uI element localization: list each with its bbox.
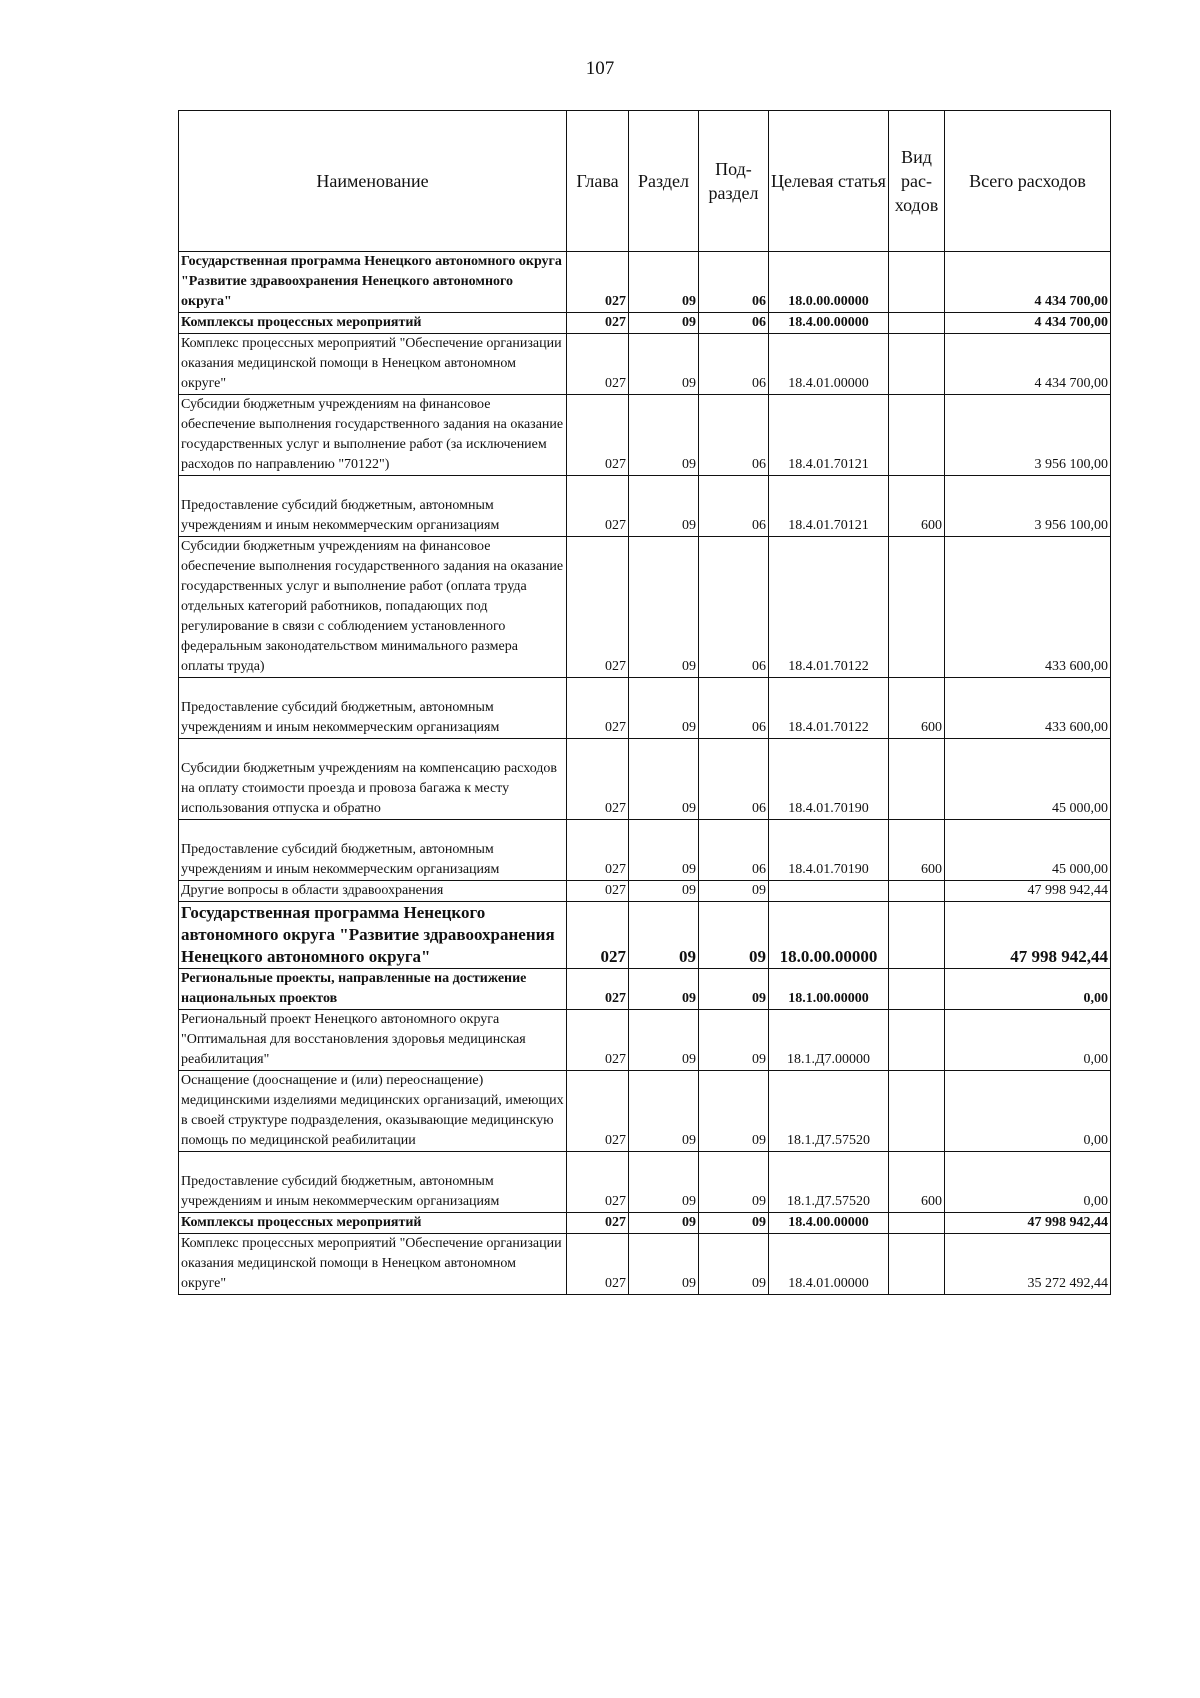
cell-razdel: 09	[629, 1071, 699, 1152]
cell-total: 4 434 700,00	[945, 334, 1111, 395]
cell-total: 35 272 492,44	[945, 1234, 1111, 1295]
cell-total: 45 000,00	[945, 739, 1111, 820]
cell-name: Региональный проект Ненецкого автономного округа "Оптимальная для восстановления здоровья медицинская реабилитация"	[179, 1010, 567, 1071]
table-header-row	[179, 111, 1111, 252]
cell-vid: 600	[889, 1152, 945, 1213]
cell-name: Предоставление субсидий бюджетным, автономным учреждениям и иным некоммерческим организациям	[179, 678, 567, 739]
cell-razdel: 09	[629, 1234, 699, 1295]
cell-vid	[889, 334, 945, 395]
cell-statya: 18.1.Д7.00000	[769, 1010, 889, 1071]
cell-total: 0,00	[945, 1010, 1111, 1071]
cell-name: Субсидии бюджетным учреждениям на финансовое обеспечение выполнения государственного задания на оказание государственных услуг и выполнение работ (за исключением расходов по направлению "70122")	[179, 395, 567, 476]
cell-glava: 027	[567, 881, 629, 902]
cell-podrazdel: 09	[699, 1010, 769, 1071]
table-row	[179, 820, 1111, 881]
cell-razdel: 09	[629, 1010, 699, 1071]
cell-podrazdel: 09	[699, 1071, 769, 1152]
cell-glava: 027	[567, 1010, 629, 1071]
cell-razdel: 09	[629, 969, 699, 1010]
cell-name: Предоставление субсидий бюджетным, автономным учреждениям и иным некоммерческим организациям	[179, 476, 567, 537]
cell-vid	[889, 902, 945, 969]
cell-glava: 027	[567, 678, 629, 739]
cell-statya: 18.4.01.00000	[769, 1234, 889, 1295]
header-name: Наименование	[179, 111, 567, 252]
cell-statya: 18.1.Д7.57520	[769, 1071, 889, 1152]
table-row	[179, 1071, 1111, 1152]
cell-podrazdel: 06	[699, 537, 769, 678]
cell-podrazdel: 09	[699, 1152, 769, 1213]
cell-name: Предоставление субсидий бюджетным, автономным учреждениям и иным некоммерческим организациям	[179, 1152, 567, 1213]
cell-total: 0,00	[945, 1071, 1111, 1152]
cell-statya: 18.4.01.70121	[769, 395, 889, 476]
table-row	[179, 334, 1111, 395]
table-row	[179, 881, 1111, 902]
cell-podrazdel: 06	[699, 252, 769, 313]
cell-razdel: 09	[629, 902, 699, 969]
cell-glava: 027	[567, 1071, 629, 1152]
header-total: Всего расходов	[945, 111, 1111, 252]
cell-name: Оснащение (дооснащение и (или) переоснащение) медицинскими изделиями медицинских организаций, имеющих в своей структуре подразделения, оказывающие медицинскую помощь по медицинской реабилитации	[179, 1071, 567, 1152]
cell-name: Комплекс процессных мероприятий "Обеспечение организации оказания медицинской помощи в Ненецком автономном округе"	[179, 334, 567, 395]
cell-podrazdel: 09	[699, 969, 769, 1010]
cell-glava: 027	[567, 820, 629, 881]
table-row	[179, 537, 1111, 678]
cell-total: 47 998 942,44	[945, 1213, 1111, 1234]
cell-vid: 600	[889, 476, 945, 537]
cell-total: 3 956 100,00	[945, 476, 1111, 537]
cell-total: 47 998 942,44	[945, 881, 1111, 902]
cell-razdel: 09	[629, 252, 699, 313]
cell-vid	[889, 1213, 945, 1234]
table-row	[179, 313, 1111, 334]
cell-vid	[889, 537, 945, 678]
cell-total: 433 600,00	[945, 537, 1111, 678]
cell-total: 4 434 700,00	[945, 313, 1111, 334]
cell-name: Региональные проекты, направленные на достижение национальных проектов	[179, 969, 567, 1010]
cell-razdel: 09	[629, 1213, 699, 1234]
header-podrazdel: Под-раздел	[699, 111, 769, 252]
cell-podrazdel: 09	[699, 881, 769, 902]
cell-razdel: 09	[629, 313, 699, 334]
cell-vid	[889, 1010, 945, 1071]
cell-statya: 18.4.01.70122	[769, 678, 889, 739]
cell-glava: 027	[567, 252, 629, 313]
cell-razdel: 09	[629, 820, 699, 881]
cell-podrazdel: 06	[699, 313, 769, 334]
cell-vid: 600	[889, 820, 945, 881]
cell-podrazdel: 06	[699, 678, 769, 739]
table-row	[179, 739, 1111, 820]
cell-total: 0,00	[945, 1152, 1111, 1213]
cell-glava: 027	[567, 395, 629, 476]
cell-vid	[889, 739, 945, 820]
cell-statya: 18.0.00.00000	[769, 902, 889, 969]
cell-name: Комплекс процессных мероприятий "Обеспечение организации оказания медицинской помощи в Ненецком автономном округе"	[179, 1234, 567, 1295]
cell-vid	[889, 969, 945, 1010]
table-row	[179, 1152, 1111, 1213]
table-row	[179, 1234, 1111, 1295]
cell-glava: 027	[567, 334, 629, 395]
cell-podrazdel: 06	[699, 739, 769, 820]
header-glava: Глава	[567, 111, 629, 252]
cell-razdel: 09	[629, 476, 699, 537]
cell-name: Комплексы процессных мероприятий	[179, 1213, 567, 1234]
cell-name: Комплексы процессных мероприятий	[179, 313, 567, 334]
cell-total: 47 998 942,44	[945, 902, 1111, 969]
cell-name: Субсидии бюджетным учреждениям на финансовое обеспечение выполнения государственного задания на оказание государственных услуг и выполнение работ (оплата труда отдельных категорий работников, попадающих под регулирование в связи с соблюдением установленного федеральным законодательством минимального размера оплаты труда)	[179, 537, 567, 678]
cell-statya: 18.4.00.00000	[769, 313, 889, 334]
cell-name: Предоставление субсидий бюджетным, автономным учреждениям и иным некоммерческим организациям	[179, 820, 567, 881]
table-row	[179, 1213, 1111, 1234]
cell-razdel: 09	[629, 678, 699, 739]
table-row	[179, 1010, 1111, 1071]
cell-statya: 18.4.01.00000	[769, 334, 889, 395]
cell-podrazdel: 06	[699, 395, 769, 476]
cell-vid	[889, 395, 945, 476]
cell-statya: 18.4.01.70190	[769, 739, 889, 820]
table-row	[179, 395, 1111, 476]
cell-glava: 027	[567, 969, 629, 1010]
cell-statya: 18.1.00.00000	[769, 969, 889, 1010]
cell-name: Субсидии бюджетным учреждениям на компенсацию расходов на оплату стоимости проезда и провоза багажа к месту использования отпуска и обратно	[179, 739, 567, 820]
cell-total: 4 434 700,00	[945, 252, 1111, 313]
cell-statya: 18.4.01.70122	[769, 537, 889, 678]
cell-vid	[889, 313, 945, 334]
cell-razdel: 09	[629, 739, 699, 820]
header-vid: Вид рас-ходов	[889, 111, 945, 252]
cell-glava: 027	[567, 476, 629, 537]
cell-podrazdel: 09	[699, 1213, 769, 1234]
cell-vid	[889, 881, 945, 902]
cell-statya: 18.4.00.00000	[769, 1213, 889, 1234]
cell-glava: 027	[567, 1234, 629, 1295]
table-row	[179, 902, 1111, 969]
cell-statya: 18.4.01.70121	[769, 476, 889, 537]
cell-name: Другие вопросы в области здравоохранения	[179, 881, 567, 902]
cell-total: 45 000,00	[945, 820, 1111, 881]
cell-vid	[889, 1234, 945, 1295]
table-row	[179, 476, 1111, 537]
cell-podrazdel: 09	[699, 902, 769, 969]
table-body	[179, 252, 1111, 1295]
cell-statya	[769, 881, 889, 902]
cell-razdel: 09	[629, 395, 699, 476]
cell-podrazdel: 09	[699, 1234, 769, 1295]
cell-glava: 027	[567, 1213, 629, 1234]
cell-glava: 027	[567, 537, 629, 678]
cell-podrazdel: 06	[699, 476, 769, 537]
cell-vid	[889, 252, 945, 313]
cell-total: 433 600,00	[945, 678, 1111, 739]
cell-glava: 027	[567, 313, 629, 334]
cell-vid: 600	[889, 678, 945, 739]
cell-podrazdel: 06	[699, 334, 769, 395]
cell-vid	[889, 1071, 945, 1152]
table-row	[179, 969, 1111, 1010]
cell-total: 3 956 100,00	[945, 395, 1111, 476]
cell-name: Государственная программа Ненецкого автономного округа "Развитие здравоохранения Ненецкого автономного округа"	[179, 902, 567, 969]
table-row	[179, 252, 1111, 313]
cell-razdel: 09	[629, 1152, 699, 1213]
cell-statya: 18.4.01.70190	[769, 820, 889, 881]
cell-glava: 027	[567, 902, 629, 969]
cell-glava: 027	[567, 1152, 629, 1213]
cell-statya: 18.0.00.00000	[769, 252, 889, 313]
header-razdel: Раздел	[629, 111, 699, 252]
header-statya: Целевая статья	[769, 111, 889, 252]
cell-glava: 027	[567, 739, 629, 820]
cell-razdel: 09	[629, 334, 699, 395]
table-row	[179, 678, 1111, 739]
cell-total: 0,00	[945, 969, 1111, 1010]
budget-table	[178, 110, 1111, 1295]
cell-razdel: 09	[629, 881, 699, 902]
cell-statya: 18.1.Д7.57520	[769, 1152, 889, 1213]
cell-razdel: 09	[629, 537, 699, 678]
page-number: 107	[585, 58, 615, 79]
cell-podrazdel: 06	[699, 820, 769, 881]
cell-name: Государственная программа Ненецкого автономного округа "Развитие здравоохранения Ненецкого автономного округа"	[179, 252, 567, 313]
